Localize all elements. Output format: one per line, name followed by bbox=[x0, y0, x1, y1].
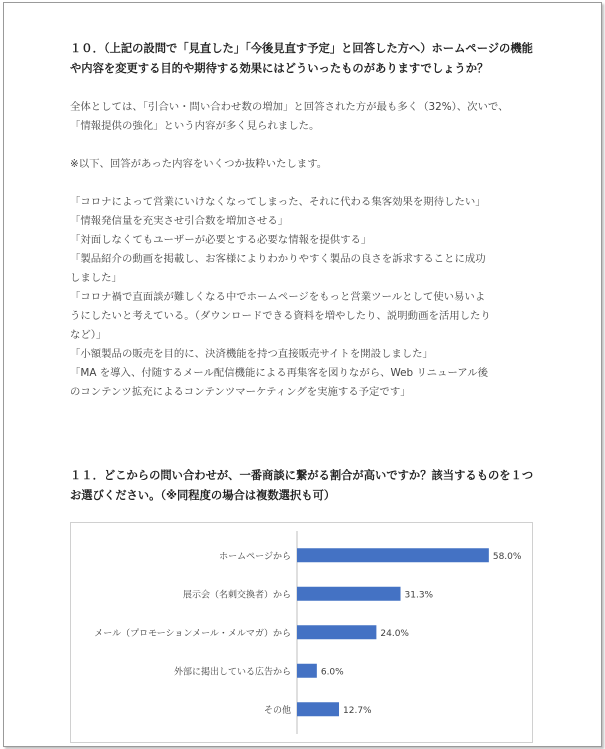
category-label: 展示会（名刺交換者）から bbox=[182, 590, 291, 601]
bar bbox=[297, 548, 489, 562]
q10-quote-list bbox=[70, 193, 540, 402]
quote-line: 「コロナ禍で直面談が難しくなる中でホームページをもっと営業ツールとして使い易いよ bbox=[70, 291, 486, 303]
quote-line: うにしたいと考えている。（ダウンロードできる資料を増やしたり、説明動画を活用したり bbox=[70, 310, 491, 322]
quote-line: 「製品紹介の動画を掲載し、お客様によりわかりやすく製品の良さを訴求することに成功 bbox=[70, 253, 486, 265]
value-label: 12.7% bbox=[343, 705, 372, 716]
q10-title-line2: や内容を変更する目的や期待する効果にはどういったものがありますでしょうか？ bbox=[70, 62, 489, 75]
q10-title-line1: １０．（上記の設問で「見直した」「今後見直す予定」と回答した方へ）ホームページの機能 bbox=[70, 42, 533, 55]
document-page bbox=[3, 2, 602, 747]
value-label: 31.3% bbox=[404, 590, 434, 601]
category-label: 外部に掲出している広告から bbox=[173, 667, 291, 678]
value-label: 6.0% bbox=[320, 667, 344, 678]
bar bbox=[297, 625, 376, 639]
quote-line: 「情報発信量を充実させ引合数を増加させる」 bbox=[70, 215, 289, 227]
quote-line: しました」 bbox=[70, 272, 122, 284]
bar bbox=[297, 587, 401, 601]
quote-line: 「対面しなくてもユーザーが必要とする必要な情報を提供する」 bbox=[70, 234, 372, 246]
q11-title-line1: １１．どこからの問い合わせが、一番商談に繋がる割合が高いですか？該当するものを１つ bbox=[70, 469, 534, 482]
bar bbox=[297, 702, 339, 716]
chart-svg bbox=[71, 523, 532, 742]
quote-line: のコンテンツ拡充によるコンテンツマーケティングを実施する予定です」 bbox=[70, 386, 411, 398]
quote-line: など）」 bbox=[70, 329, 107, 341]
q10-note: ※以下、回答があった内容をいくつか抜粋いたします。 bbox=[70, 158, 328, 170]
category-label: その他 bbox=[263, 705, 291, 716]
q10-summary-line2: 「情報提供の強化」という内容が多く見られました。 bbox=[70, 120, 320, 132]
value-label: 24.0% bbox=[380, 628, 409, 639]
inquiry-bar-chart bbox=[70, 522, 533, 743]
quote-line: 「小額製品の販売を目的に、決済機能を持つ直接販売サイトを開設しました」 bbox=[70, 348, 433, 360]
quote-line: 「コロナによって営業にいけなくなってしまった、それに代わる集客効果を期待したい」 bbox=[70, 196, 486, 208]
value-label: 58.0% bbox=[492, 551, 522, 562]
category-label: ホームページから bbox=[219, 551, 291, 562]
q10-summary-line1: 全体としては、「引合い・問い合わせ数の増加」と回答された方が最も多く（32%）、次いで、 bbox=[70, 101, 509, 113]
quote-line: 「MA を導入、付随するメール配信機能による再集客を図りながら、Web リニューアル後 bbox=[70, 367, 489, 379]
bar bbox=[297, 664, 317, 678]
q11-title-line2: お選びください。（※同程度の場合は複数選択も可） bbox=[70, 489, 336, 502]
category-label: メール（プロモーションメール・メルマガ）から bbox=[94, 628, 291, 639]
